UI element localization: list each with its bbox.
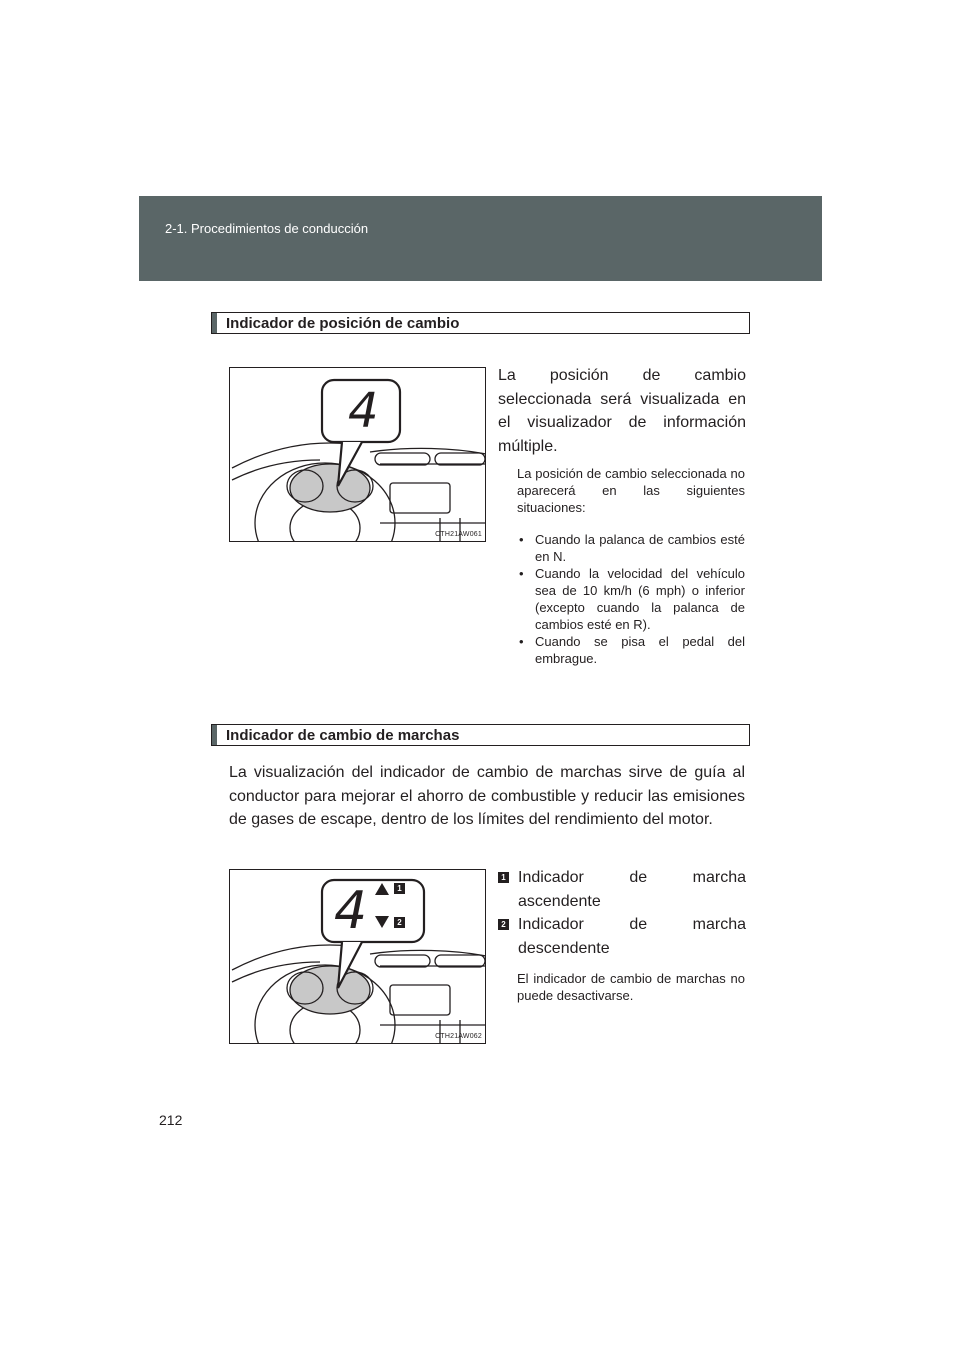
item-label: Indicador de marcha ascendente	[518, 869, 746, 910]
numbered-item-1	[498, 866, 746, 913]
dashboard-illustration-gear-shift	[229, 869, 486, 1044]
callout-number-1: 1	[397, 884, 402, 893]
bullet-item: • Cuando se pisa el pedal del embrague.	[519, 634, 745, 666]
figure-code: CTH21AW061	[435, 531, 482, 538]
bullet-item: • Cuando la velocidad del vehículo sea de 10 km/h (6 mph) o inferior (excepto cuando la palanca de cambios esté en R).	[519, 566, 745, 632]
section-title: Indicador de posición de cambio	[226, 315, 460, 332]
gear-digit: 4	[334, 881, 368, 941]
dashboard-illustration-shift-position	[229, 367, 486, 542]
item-label: Indicador de marcha descendente	[518, 916, 746, 957]
note-shift-position: La posición de cambio seleccionada no aparecerá en las siguientes situaciones:	[517, 466, 745, 515]
figure-code: CTH21AW062	[435, 1033, 482, 1040]
numbered-item-2	[498, 913, 746, 960]
section-heading-shift-position	[211, 312, 750, 334]
heading-marker	[212, 725, 217, 745]
bullet-dot: •	[519, 532, 524, 547]
bullet-dot: •	[519, 566, 524, 581]
section-title: Indicador de cambio de marchas	[226, 727, 460, 744]
page-number: 212	[159, 1112, 183, 1128]
bullet-item: • Cuando la palanca de cambios esté en N.	[519, 532, 745, 564]
number-badge: 1	[498, 872, 509, 883]
number-badge: 2	[498, 919, 509, 930]
header-band	[139, 196, 822, 281]
gear-digit: 4	[348, 383, 379, 439]
paragraph-gear-shift: La visualización del indicador de cambio de marchas sirve de guía al conductor para mejorar el ahorro de combustible y reducir las emisiones de gases de escape, dentro de los límites del rendimiento del motor.	[229, 764, 745, 828]
bullet-list	[517, 531, 745, 667]
heading-marker	[212, 313, 217, 333]
breadcrumb: 2-1. Procedimientos de conducción	[165, 221, 369, 236]
paragraph-shift-position: La posición de cambio seleccionada será visualizada en el visualizador de información múltiple.	[498, 367, 746, 455]
bullet-dot: •	[519, 634, 524, 649]
callout-number-2: 2	[397, 918, 402, 927]
section-heading-gear-shift	[211, 724, 750, 746]
note-gear-shift: El indicador de cambio de marchas no puede desactivarse.	[517, 971, 745, 1003]
